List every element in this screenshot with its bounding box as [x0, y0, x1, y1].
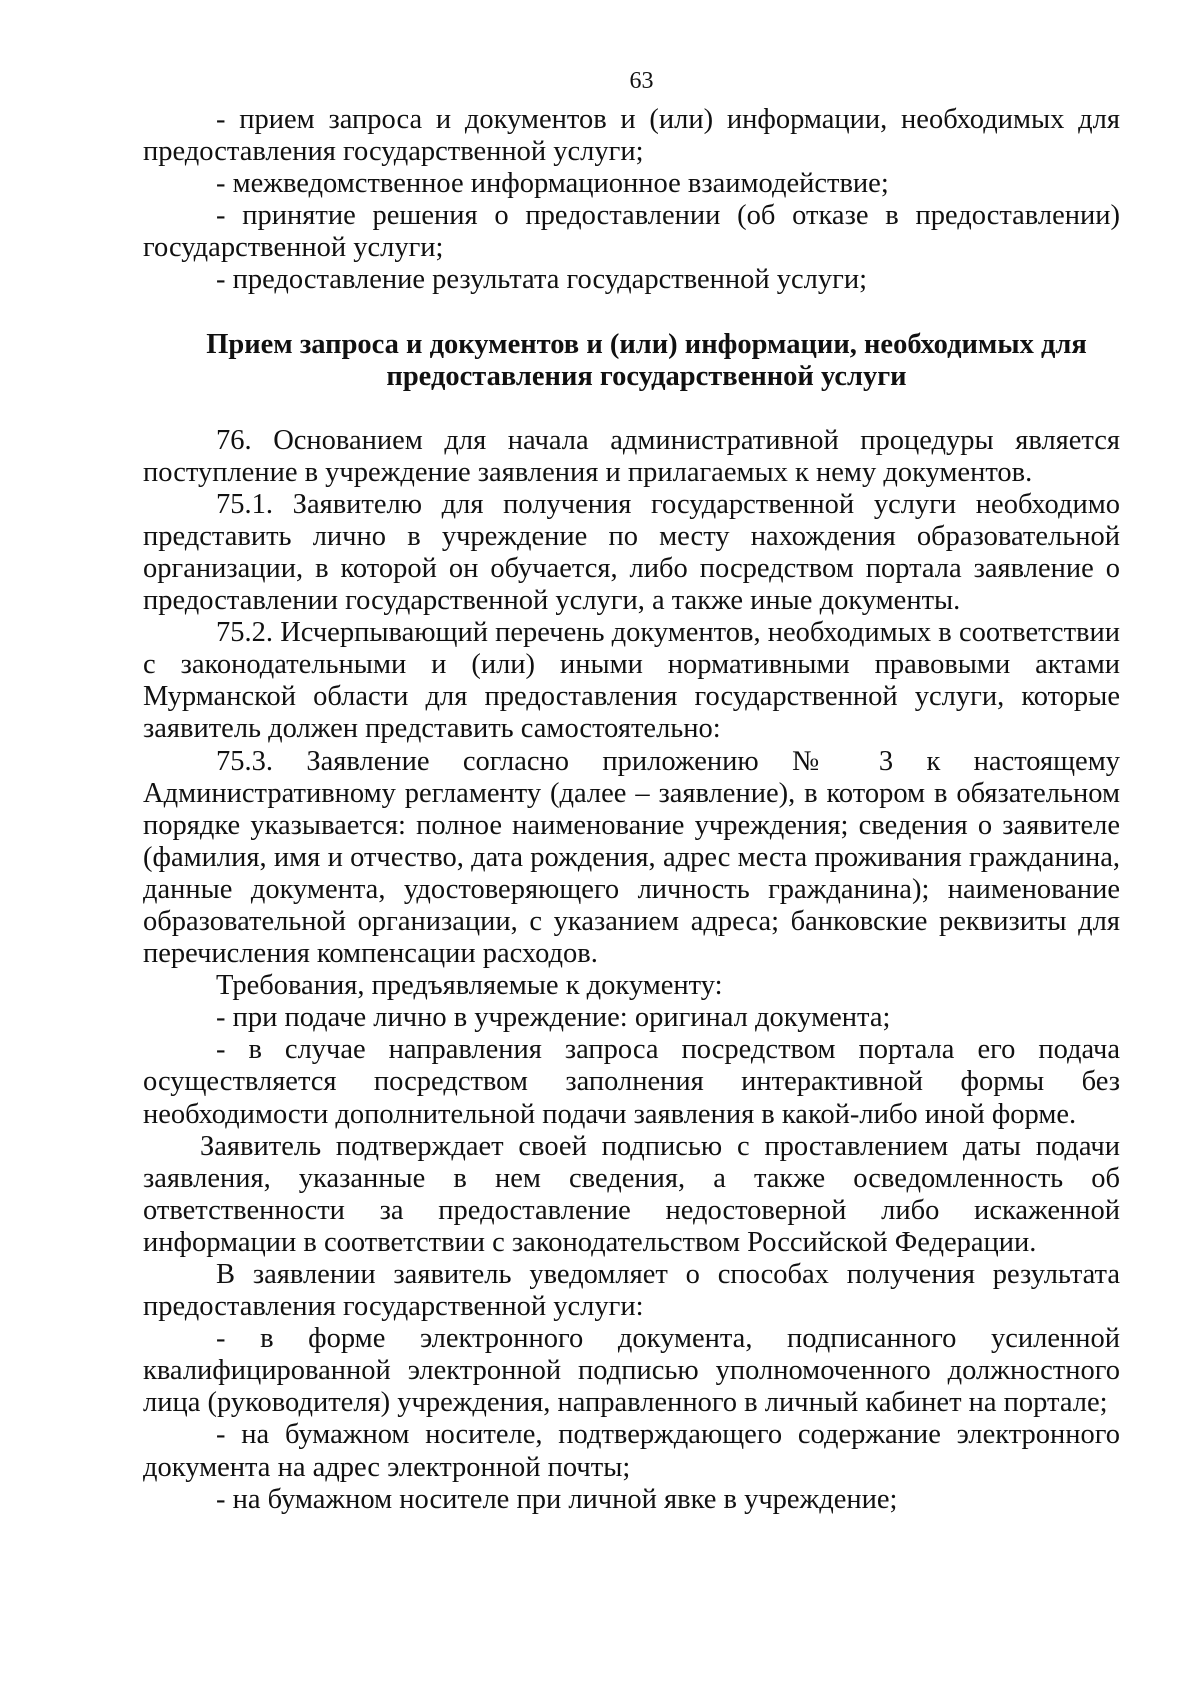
paragraph-76: 76. Основанием для начала административной процедуры является поступление в учреждение заявления и прилагаемых к нему документов. [143, 424, 1120, 488]
intro-item-interagency: - межведомственное информационное взаимодействие; [216, 168, 889, 200]
requirements-heading: Требования, предъявляемые к документу: [216, 970, 723, 1002]
paragraph-confirmation: Заявитель подтверждает своей подписью с проставлением даты подачи заявления, указанные в нем сведения, а также осведомленность об ответственности за предоставление недостоверной либо искаженной информации в соответствии с законодательством Российской Федерации. [143, 1130, 1120, 1258]
intro-item-reception: - прием запроса и документов и (или) информации, необходимых для предоставления государственной услуги; [143, 104, 1120, 168]
section-heading-line2: предоставления государственной услуги [386, 360, 907, 392]
paragraph-delivery-methods: В заявлении заявитель уведомляет о способах получения результата предоставления государственной услуги: [143, 1259, 1120, 1323]
requirement-item-portal: - в случае направления запроса посредством портала его подача осуществляется посредством заполнения интерактивной формы без необходимости дополнительной подачи заявления в какой-либо иной форме. [143, 1034, 1120, 1130]
intro-item-decision: - принятие решения о предоставлении (об отказе в предоставлении) государственной услуги; [143, 200, 1120, 264]
method-item-electronic: - в форме электронного документа, подписанного усиленной квалифицированной электронной подписью уполномоченного должностного лица (руководителя) учреждения, направленного в личный кабинет на портале; [143, 1323, 1120, 1419]
paragraph-75-1: 75.1. Заявителю для получения государственной услуги необходимо представить лично в учреждение по месту нахождения образовательной организации, в которой он обучается, либо посредством портала заявление о предоставлении государственной услуги, а также иные документы. [143, 488, 1120, 617]
method-item-paper-in-person: - на бумажном носителе при личной явке в учреждение; [216, 1483, 898, 1515]
section-heading-line1: Прием запроса и документов и (или) информации, необходимых для [206, 328, 1087, 360]
intro-item-result: - предоставление результата государственной услуги; [216, 264, 867, 296]
method-item-paper-email: - на бумажном носителе, подтверждающего содержание электронного документа на адрес электронной почты; [143, 1419, 1120, 1483]
section-heading [143, 329, 1120, 393]
paragraph-75-2: 75.2. Исчерпывающий перечень документов, необходимых в соответствии с законодательными и (или) иными нормативными правовыми актами Мурманской области для предоставления государственной услуги, которые заявитель должен представить самостоятельно: [143, 617, 1120, 745]
paragraph-75-3: 75.3. Заявление согласно приложению № 3 к настоящему Административному регламенту (далее – заявление), в котором в обязательном порядке указывается: полное наименование учреждения; сведения о заявителе (фамилия, имя и отчество, дата рождения, адрес места проживания гражданина, данные документа, удостоверяющего личность гражданина); наименование образовательной организации, с указанием адреса; банковские реквизиты для перечисления компенсации расходов. [143, 745, 1120, 970]
page-number: 63 [629, 68, 654, 94]
requirement-item-in-person: - при подаче лично в учреждение: оригинал документа; [216, 1002, 891, 1034]
